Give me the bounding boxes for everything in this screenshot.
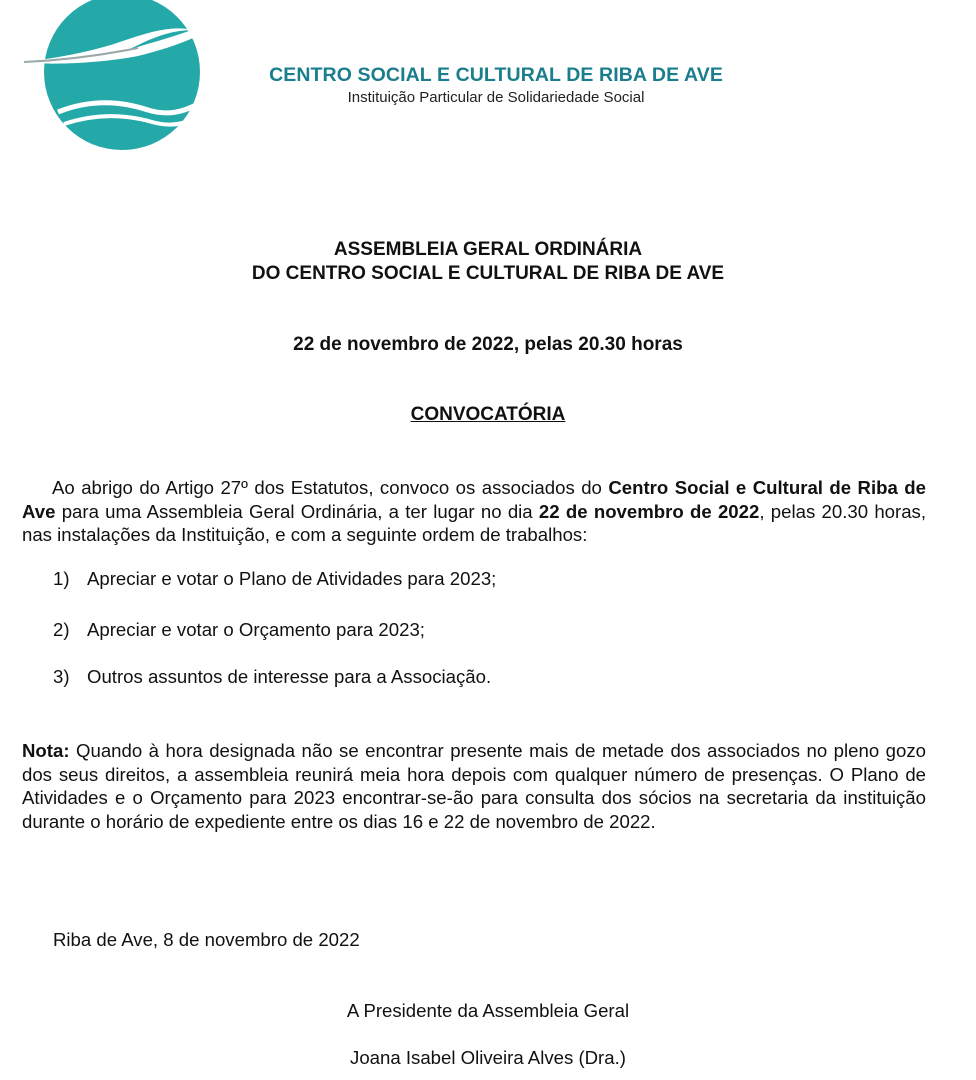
document-title xyxy=(0,238,976,286)
agenda-item-text: Apreciar e votar o Plano de Atividades para 2023; xyxy=(87,568,497,589)
note-label: Nota: xyxy=(22,740,70,761)
meeting-date: 22 de novembro de 2022, pelas 20.30 horas xyxy=(293,334,683,355)
agenda-item-text: Apreciar e votar o Orçamento para 2023; xyxy=(87,619,425,640)
intro-paragraph xyxy=(22,476,926,547)
note-text: Quando à hora designada não se encontrar presente mais de metade dos associados no pleno gozo dos seus direitos, a assembleia reunirá meia hora depois com qualquer número de presenças. O Plano de Atividades e o Orçamento para 2023 encontrar-se-ão para consulta dos sócios na secretaria da instituição durante o horário de expediente entre os dias 16 e 22 de novembro de 2022. xyxy=(22,740,926,832)
agenda-item xyxy=(53,568,496,590)
title-line-2: DO CENTRO SOCIAL E CULTURAL DE RIBA DE AVE xyxy=(251,263,725,284)
note-paragraph xyxy=(22,739,926,833)
intro-part-3: , pelas 20.30 horas, nas instalações da Instituição, e com a seguinte ordem de trabalhos: xyxy=(22,500,926,545)
organization-subtitle: Instituição Particular de Solidariedade Social xyxy=(347,89,645,106)
intro-part-1: Ao abrigo do Artigo 27º dos Estatutos, convoco os associados do xyxy=(52,477,609,498)
agenda-item xyxy=(53,666,491,688)
agenda-item xyxy=(53,619,425,641)
agenda-item-number: 3) xyxy=(53,666,70,687)
title-line-1: ASSEMBLEIA GERAL ORDINÁRIA xyxy=(333,239,643,260)
agenda-item-number: 2) xyxy=(53,619,70,640)
signer-role: A Presidente da Assembleia Geral xyxy=(346,1000,630,1021)
place-and-date: Riba de Ave, 8 de novembro de 2022 xyxy=(53,929,360,950)
convocatoria-heading: CONVOCATÓRIA xyxy=(410,404,566,425)
agenda-item-number: 1) xyxy=(53,568,70,589)
agenda-item-text: Outros assuntos de interesse para a Associação. xyxy=(87,666,492,687)
organization-name: CENTRO SOCIAL E CULTURAL DE RIBA DE AVE xyxy=(269,64,723,86)
intro-org-name: Centro Social e Cultural de Riba de Ave xyxy=(22,477,926,522)
intro-date: 22 de novembro de 2022 xyxy=(538,500,760,522)
intro-part-2: para uma Assembleia Geral Ordinária, a ter lugar no dia xyxy=(55,500,539,522)
signer-name: Joana Isabel Oliveira Alves (Dra.) xyxy=(350,1047,626,1068)
